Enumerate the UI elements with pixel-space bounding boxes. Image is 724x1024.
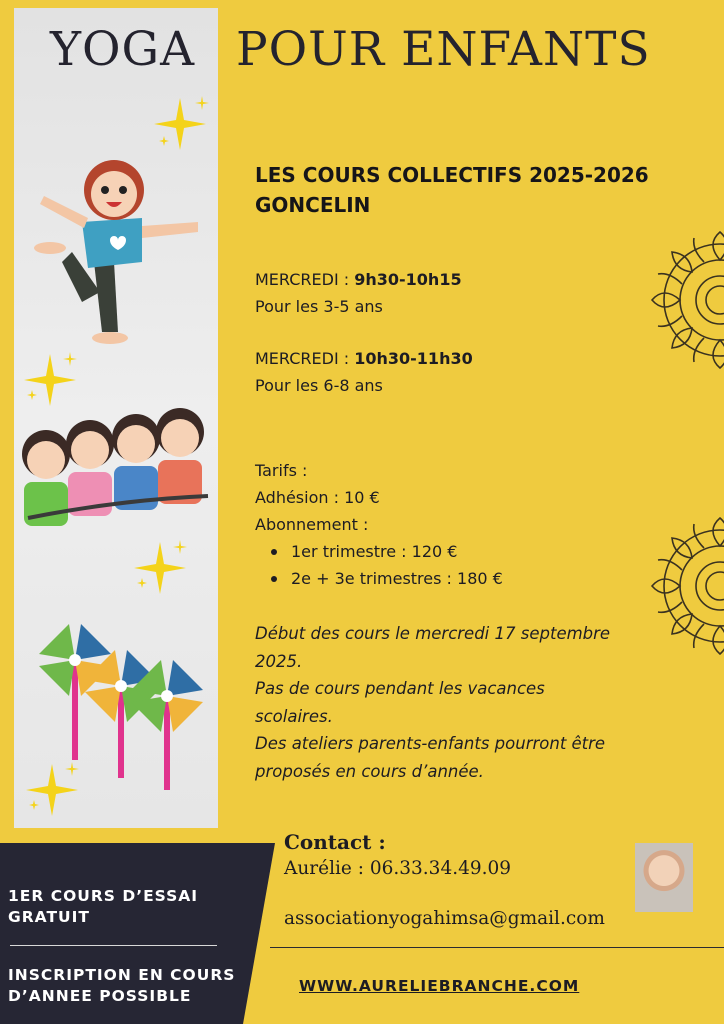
yoga-girl-illustration — [22, 152, 212, 347]
abonnement-list — [255, 538, 503, 592]
session-day: MERCREDI : — [255, 349, 355, 368]
session-age: Pour les 6-8 ans — [255, 376, 383, 395]
courses-heading-line1: LES COURS COLLECTIFS 2025-2026 — [255, 163, 649, 187]
contact-title: Contact : — [284, 830, 386, 854]
title-word-yoga: YOGA — [50, 22, 196, 77]
signup-info-text — [8, 965, 248, 1007]
title-word-pour-enfants: POUR ENFANTS — [236, 22, 651, 77]
session-day-time — [255, 345, 473, 372]
session-day: MERCREDI : — [255, 270, 355, 289]
signup-line: D’ANNEE POSSIBLE — [8, 987, 192, 1005]
session-age: Pour les 3-5 ans — [255, 297, 383, 316]
contact-email[interactable]: associationyogahimsa@gmail.com — [284, 908, 605, 929]
list-item: 2e + 3e trimestres : 180 € — [255, 565, 503, 592]
tarifs-block — [255, 457, 503, 592]
pinwheel-icon — [30, 600, 210, 800]
note-line: scolaires. — [255, 706, 333, 726]
note-line: proposés en cours d’année. — [255, 761, 484, 781]
avatar — [635, 843, 693, 912]
course-notes — [255, 620, 675, 785]
note-line: Pas de cours pendant les vacances — [255, 679, 545, 698]
adhesion-price: Adhésion : 10 € — [255, 488, 380, 507]
contact-divider — [270, 947, 724, 948]
trial-line: GRATUIT — [8, 908, 90, 926]
abonnement-label: Abonnement : — [255, 515, 369, 534]
note-line: Début des cours le mercredi 17 septembre — [255, 624, 611, 643]
courses-heading-location: GONCELIN — [255, 193, 371, 217]
promo-divider — [10, 945, 217, 946]
session-time: 9h30-10h15 — [354, 270, 462, 289]
signup-line: INSCRIPTION EN COURS — [8, 966, 236, 984]
sparkle-icon — [150, 92, 214, 156]
courses-heading — [255, 160, 705, 220]
session-block — [255, 345, 473, 399]
session-block — [255, 266, 462, 320]
trial-line: 1ER COURS D’ESSAI — [8, 887, 199, 905]
mandala-icon — [644, 228, 724, 372]
children-group-illustration — [8, 400, 218, 546]
contact-phone[interactable]: Aurélie : 06.33.34.49.09 — [284, 858, 512, 879]
session-time: 10h30-11h30 — [354, 349, 473, 368]
note-line: 2025. — [255, 651, 303, 671]
trial-offer-text — [8, 886, 248, 928]
session-day-time — [255, 266, 462, 293]
website-link[interactable]: WWW.AURELIEBRANCHE.COM — [299, 977, 580, 995]
note-line: Des ateliers parents-enfants pourront être — [255, 734, 606, 753]
list-item: 1er trimestre : 120 € — [255, 538, 503, 565]
tarifs-label: Tarifs : — [255, 461, 308, 480]
